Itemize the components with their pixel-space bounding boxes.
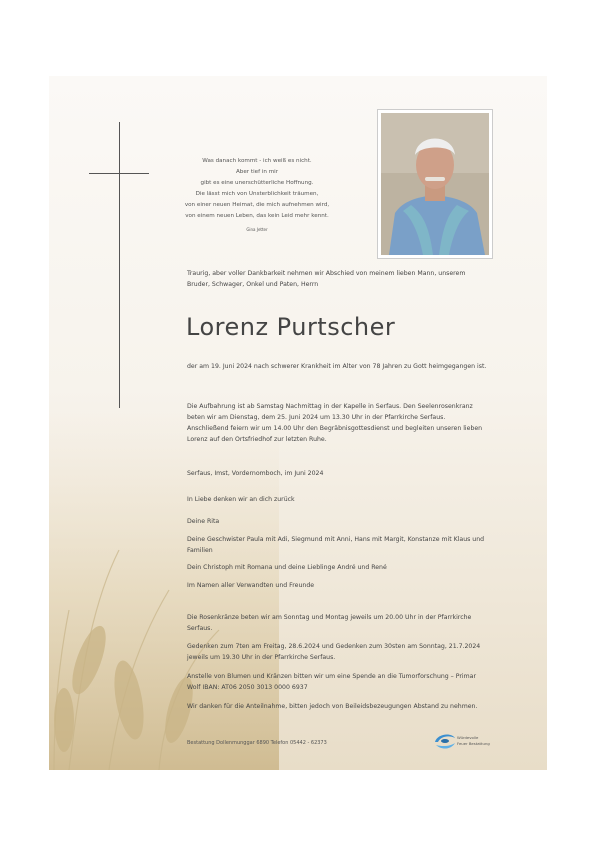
poem-line: Die lässt mich von Unsterblichkeit träumen, [195,191,319,197]
mourners-intro: In Liebe denken wir an dich zurück [187,496,295,503]
mourners-relatives: Im Namen aller Verwandten und Freunde [187,582,315,589]
undertaker-logo [433,730,497,752]
portrait-frame [377,109,493,259]
funeral-text: Die Aufbahrung ist ab Samstag Nachmittag in der Kapelle in Serfaus. Den Seelenrosenkranz beten wir am Dienstag, dem 25. Juni 2024 um 13.30 Uhr in der Pfarrkirche Serfaus. Anschließend feiern wir um 14.00 Uhr den Begräbnisgottesdienst und begleiten unseren lieben Lorenz auf den Ortsfriedhof zur letzten Ruhe. [187,403,483,443]
mourners-siblings: Deine Geschwister Paula mit Adi, Siegmund mit Anni, Hans mit Margit, Konstanze mit Klaus und Familien [187,536,485,554]
undertaker-footer: Bestattung Dollenmunggar 6890 Telefon 05442 - 62373 [187,740,327,746]
note-memorial: Gedenken zum 7ten am Freitag, 28.6.2024 und Gedenken zum 30sten am Sonntag, 21.7.2024 jeweils um 19.30 Uhr in der Pfarrkirche Serfaus. [187,643,481,661]
place-date: Serfaus, Imst, Vordernomboch, im Juni 2024 [187,470,324,477]
poem-author: Gina Jetter [246,227,268,232]
portrait-photo [381,113,489,255]
mourners-children: Dein Christoph mit Romana und deine Lieblinge André und René [187,564,387,571]
logo-line2: Feuer Bestattung [457,741,490,746]
note-rosary: Die Rosenkränze beten wir am Sonntag und Montag jeweils um 20.00 Uhr in der Pfarrkirche Serfaus. [187,614,472,632]
poem-line: Was danach kommt - ich weiß es nicht. [202,158,312,164]
deceased-name: Lorenz Purtscher [186,313,396,341]
note-thanks: Wir danken für die Anteilnahme, bitten jedoch von Beileidsbezeugungen Abstand zu nehmen. [187,703,478,710]
cross-vertical [119,122,120,408]
death-text: der am 19. Juni 2024 nach schwerer Krankheit im Alter von 78 Jahren zu Gott heimgegangen ist. [187,363,487,370]
cross-horizontal [89,173,149,174]
poem-line: Aber tief in mir [235,169,278,175]
poem [157,156,357,235]
mourners-wife: Deine Rita [187,518,220,525]
poem-line: gibt es eine unerschütterliche Hoffnung. [200,180,314,186]
swirl-logo-icon [433,730,457,752]
note-donation: Anstelle von Blumen und Kränzen bitten wir um eine Spende an die Tumorforschung – Primar Wolf IBAN: AT06 2050 3013 0000 6937 [187,673,476,691]
parte-card [49,76,547,770]
intro-text: Traurig, aber voller Dankbarkeit nehmen wir Abschied von meinem lieben Mann, unserem Bruder, Schwager, Onkel und Paten, Herrn [187,270,466,288]
poem-line: von einem neuen Leben, das kein Leid mehr kennt. [185,213,329,219]
logo-line1: Würdevolle [457,735,479,740]
poem-line: von einer neuen Heimat, die mich aufnehmen wird, [184,202,330,208]
